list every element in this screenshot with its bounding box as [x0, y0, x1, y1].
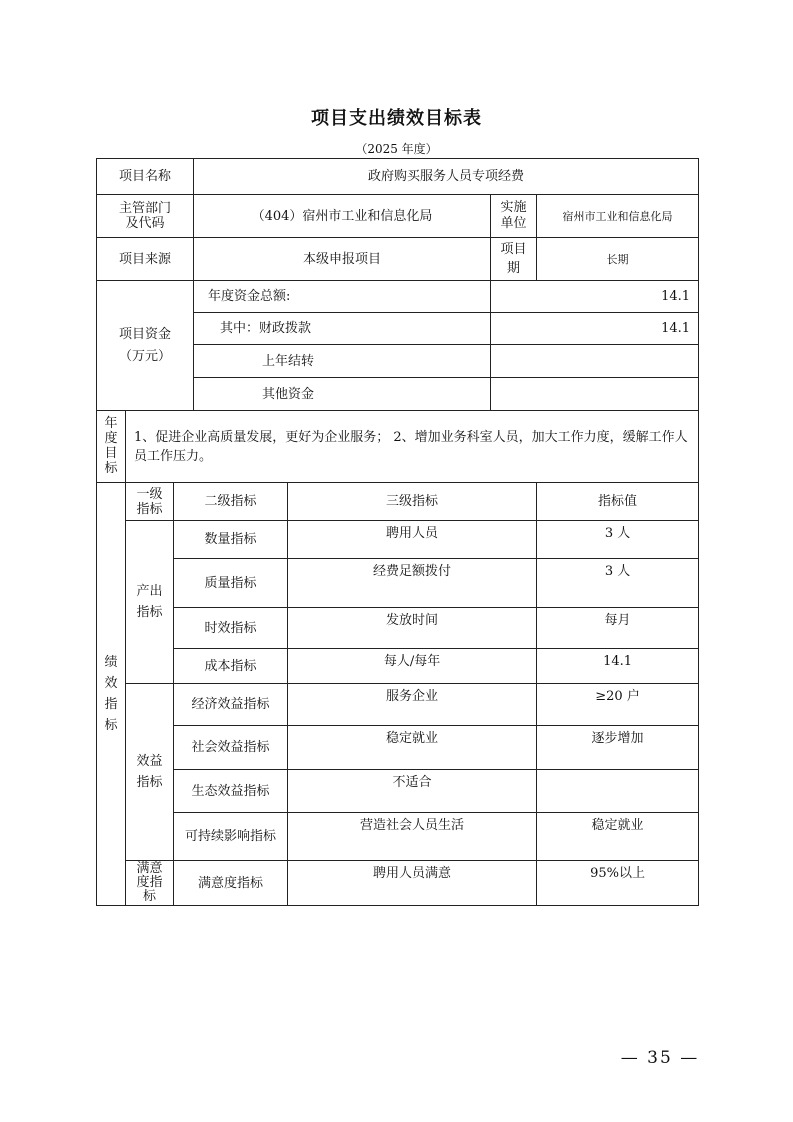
implementing-unit-value: 宿州市工业和信息化局: [537, 195, 699, 238]
department-label: 主管部门及代码: [97, 195, 194, 238]
indicator-row: [97, 521, 699, 559]
indicator-row: [97, 726, 699, 770]
funds-other-value: [491, 378, 699, 411]
annual-goal-label: 年度目标: [97, 411, 126, 483]
project-source-value: 本级申报项目: [194, 238, 491, 281]
funds-carryover-value: [491, 345, 699, 378]
performance-goal-table: [96, 158, 699, 906]
funds-carryover-label: 上年结转: [194, 345, 491, 378]
header-level1: 一级指标: [126, 483, 174, 521]
indicator-level2: 可持续影响指标: [174, 813, 288, 861]
header-level2: 二级指标: [174, 483, 288, 521]
header-level3: 三级指标: [288, 483, 537, 521]
indicator-level2: 数量指标: [174, 521, 288, 559]
indicator-row: [97, 608, 699, 649]
indicators-section-label: 绩效指标: [97, 483, 126, 906]
indicator-value: 14.1: [537, 649, 699, 684]
indicator-level2: 时效指标: [174, 608, 288, 649]
funds-total-label: 年度资金总额:: [194, 281, 491, 313]
header-value: 指标值: [537, 483, 699, 521]
indicator-level3: 稳定就业: [288, 726, 537, 770]
project-source-row: [97, 238, 699, 281]
indicator-value: 3 人: [537, 521, 699, 559]
indicator-header-row: [97, 483, 699, 521]
indicator-level2: 满意度指标: [174, 861, 288, 906]
indicator-value: [537, 770, 699, 813]
indicator-level2: 质量指标: [174, 559, 288, 608]
indicator-level2: 经济效益指标: [174, 684, 288, 726]
indicator-level2: 生态效益指标: [174, 770, 288, 813]
indicator-level3: 发放时间: [288, 608, 537, 649]
satisfaction-indicators-label: 满意度指标: [126, 861, 174, 906]
indicator-value: 3 人: [537, 559, 699, 608]
indicator-row: [97, 770, 699, 813]
indicator-level3: 不适合: [288, 770, 537, 813]
indicator-level3: 营造社会人员生活: [288, 813, 537, 861]
document-title: 项目支出绩效目标表: [311, 108, 482, 129]
indicator-level3: 每人/每年: [288, 649, 537, 684]
indicator-value: 逐步增加: [537, 726, 699, 770]
benefit-indicators-label: 效益指标: [126, 684, 174, 861]
project-name-label: 项目名称: [97, 159, 194, 195]
indicator-level2: 社会效益指标: [174, 726, 288, 770]
indicator-level2: 成本指标: [174, 649, 288, 684]
annual-goal-row: [97, 411, 699, 483]
indicator-level3: 服务企业: [288, 684, 537, 726]
indicator-row: [97, 861, 699, 906]
funds-fiscal-value: 14.1: [491, 313, 699, 345]
department-value: （404）宿州市工业和信息化局: [194, 195, 491, 238]
indicator-row: [97, 649, 699, 684]
project-name-value: 政府购买服务人员专项经费: [194, 159, 699, 195]
indicator-row: [97, 813, 699, 861]
funds-fiscal-label: 其中：财政拨款: [194, 313, 491, 345]
funds-other-label: 其他资金: [194, 378, 491, 411]
indicator-value: 95%以上: [537, 861, 699, 906]
indicator-row: [97, 684, 699, 726]
funds-total-value: 14.1: [491, 281, 699, 313]
project-name-row: [97, 159, 699, 195]
indicator-level3: 聘用人员满意: [288, 861, 537, 906]
document-subtitle: （2025 年度）: [355, 142, 438, 156]
indicator-value: 每月: [537, 608, 699, 649]
project-period-label: 项目期: [491, 238, 537, 281]
indicator-value: 稳定就业: [537, 813, 699, 861]
funds-label: 项目资金（万元）: [97, 281, 194, 411]
indicator-value: ≥20 户: [537, 684, 699, 726]
page-number: — 35 —: [620, 1048, 700, 1068]
project-source-label: 项目来源: [97, 238, 194, 281]
implementing-unit-label: 实施单位: [491, 195, 537, 238]
indicator-row: [97, 559, 699, 608]
department-row: [97, 195, 699, 238]
funds-total-row: [97, 281, 699, 313]
indicator-level3: 经费足额拨付: [288, 559, 537, 608]
output-indicators-label: 产出指标: [126, 521, 174, 684]
indicator-level3: 聘用人员: [288, 521, 537, 559]
annual-goal-text: 1、促进企业高质量发展，更好为企业服务； 2、增加业务科室人员，加大工作力度，缓解工作人员工作压力。: [126, 411, 699, 483]
project-period-value: 长期: [537, 238, 699, 281]
